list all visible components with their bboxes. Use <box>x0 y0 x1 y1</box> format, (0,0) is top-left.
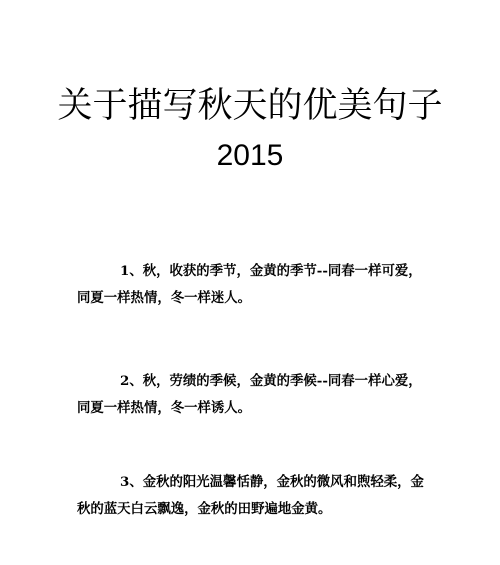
paragraph-3 <box>77 469 433 523</box>
paragraph-1-line-1: 1、秋，收获的季节，金黄的季节--同春一样可爱， <box>120 263 422 279</box>
paragraph-2 <box>77 368 433 422</box>
paragraph-2-line-2: 同夏一样热情，冬一样诱人。 <box>77 400 252 416</box>
paragraph-1 <box>77 258 433 312</box>
paragraph-3-line-2: 秋的蓝天白云飘逸，金秋的田野遍地金黄。 <box>77 501 332 517</box>
title-text: 关于描写秋天的优美句子 <box>57 86 443 126</box>
document-title <box>0 82 500 178</box>
title-year: 2015 <box>216 139 284 172</box>
paragraph-3-line-1: 3、金秋的阳光温馨恬静，金秋的微风和煦轻柔，金 <box>120 474 424 490</box>
paragraph-1-line-2: 同夏一样热情，冬一样迷人。 <box>77 290 252 306</box>
paragraph-2-line-1: 2、秋，劳绩的季候，金黄的季候--同春一样心爱， <box>120 373 422 389</box>
